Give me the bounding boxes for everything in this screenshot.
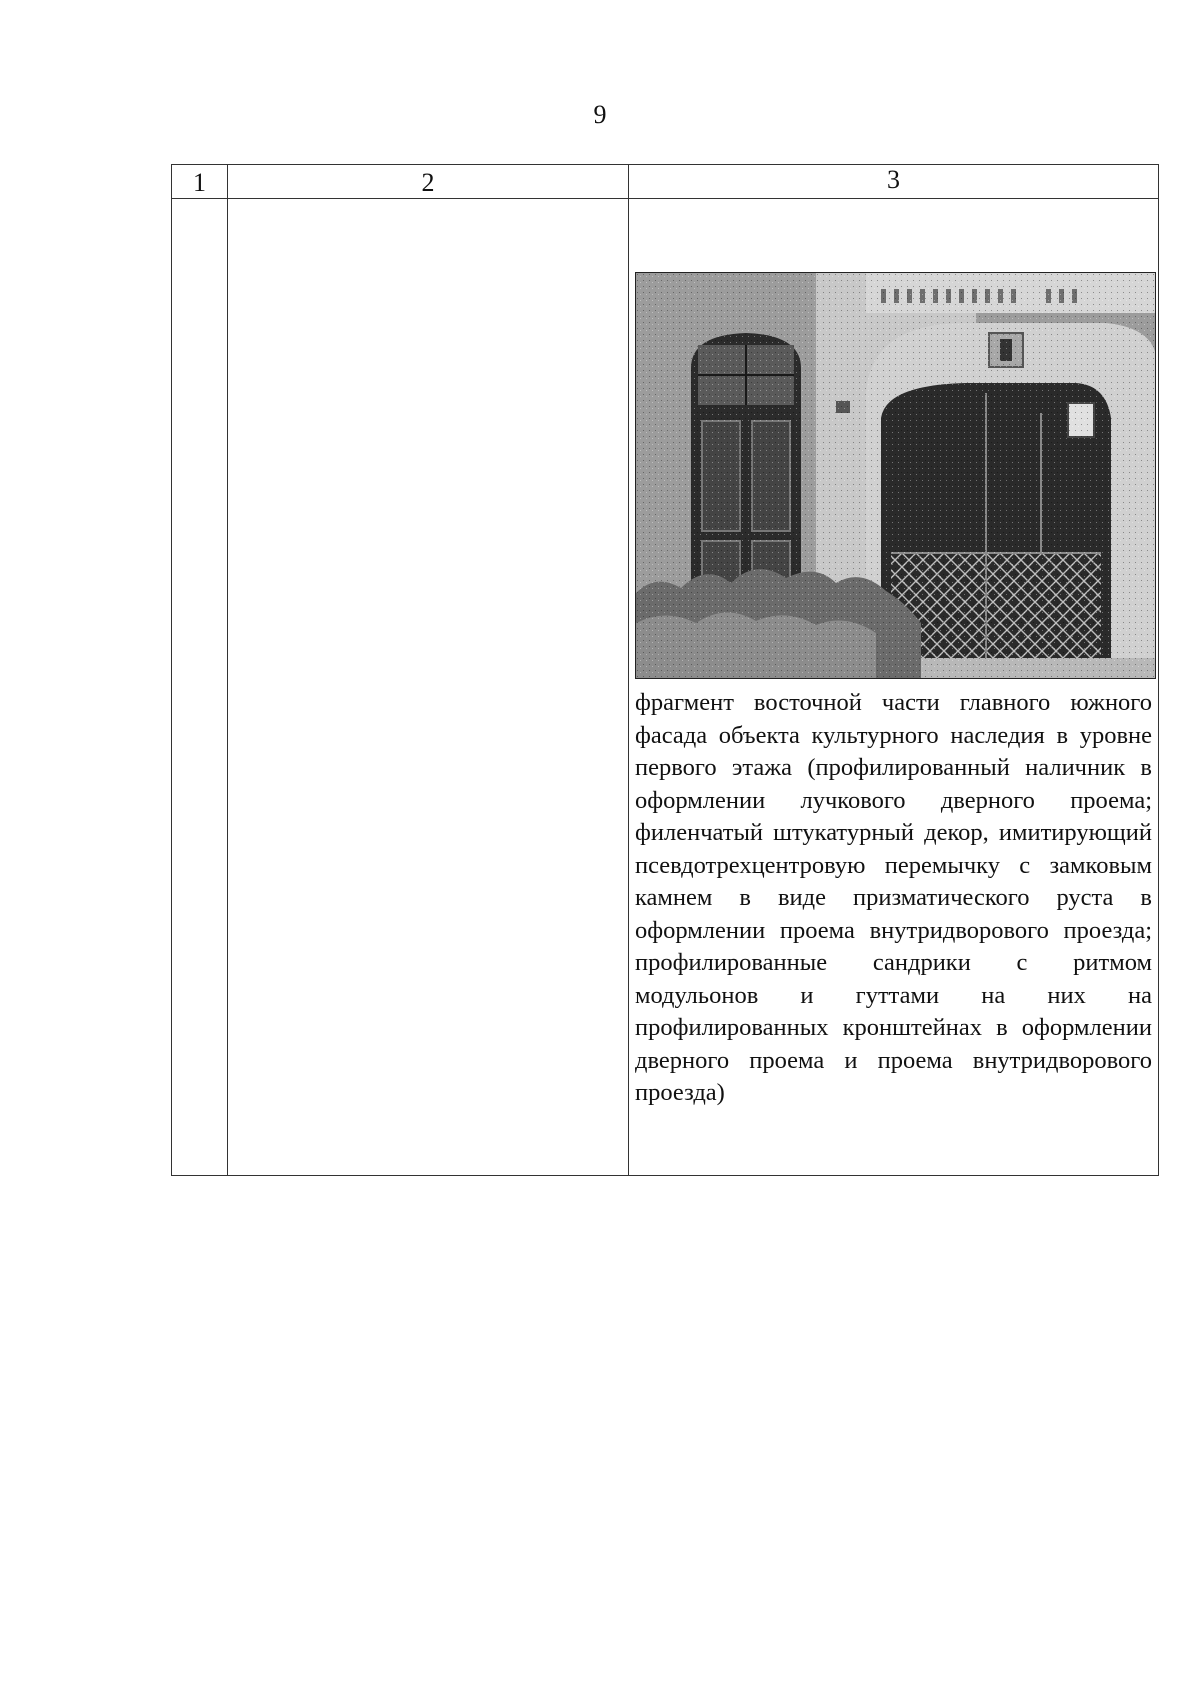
header-label-1: 1 bbox=[193, 168, 206, 197]
table-row bbox=[172, 199, 1159, 1176]
row-cell-2 bbox=[228, 199, 629, 1176]
photo-caption: фрагмент восточной части главного южного фасада объекта культурного наследия в уровне первого этажа (профилированный наличник в оформлении лучкового дверного проема; филенчатый штукатурный декор, имитирующий псевдотрехцентровую перемычку с замковым камнем в виде призматического руста в оформлении проема внутридворового проезда; профилированные сандрики с ритмом модульонов и гуттами на них на профилированных кронштейнах в оформлении дверного проема и проема внутридворового проезда) bbox=[635, 689, 1152, 1106]
header-cell-3 bbox=[629, 165, 1159, 199]
facade-photo bbox=[635, 272, 1156, 679]
row-cell-1 bbox=[172, 199, 228, 1176]
header-cell-1 bbox=[172, 165, 228, 199]
header-label-2: 2 bbox=[421, 168, 435, 197]
row-cell-3 bbox=[629, 199, 1159, 1176]
header-label-3: 3 bbox=[887, 165, 900, 194]
table-header-row bbox=[172, 165, 1159, 199]
facade-photo-drawing bbox=[636, 273, 1156, 679]
document-table bbox=[171, 164, 1159, 1176]
header-cell-2 bbox=[228, 165, 629, 199]
page-number: 9 bbox=[593, 100, 607, 129]
